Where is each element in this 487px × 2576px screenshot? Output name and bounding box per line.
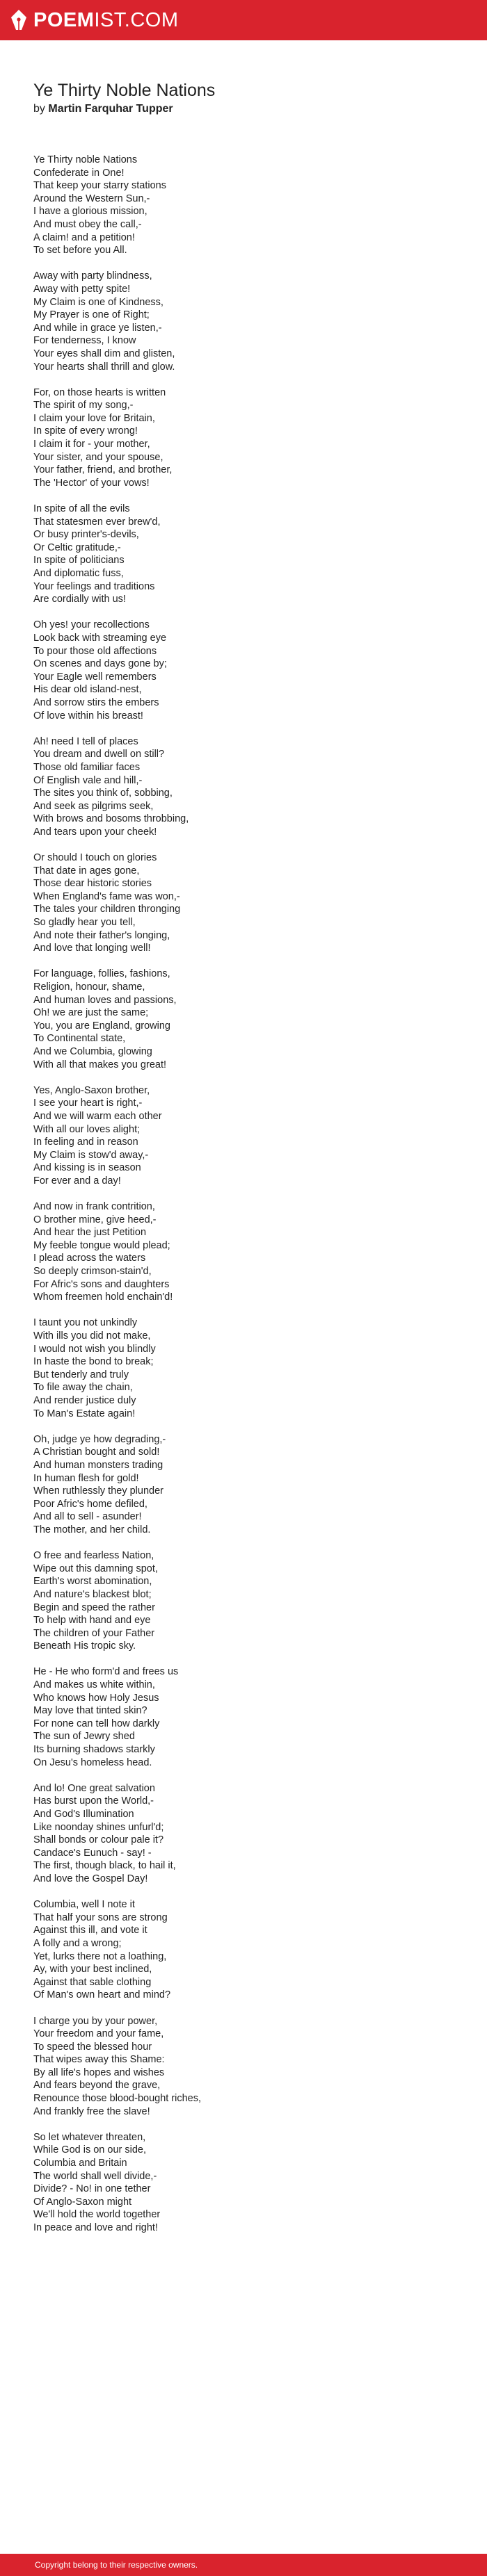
poem-body — [33, 154, 451, 2247]
poem-line: Those dear historic stories — [33, 878, 152, 890]
poem-line: And nature's blackest blot; — [33, 1588, 152, 1600]
poem-line: Wipe out this damning spot, — [33, 1563, 158, 1574]
poem-line: While God is on our side, — [33, 2144, 146, 2156]
stanza — [33, 1433, 451, 1537]
poem-line: Who knows how Holy Jesus — [33, 1692, 159, 1704]
poem-line: Your hearts shall thrill and glow. — [33, 361, 175, 373]
poem-line: Columbia and Britain — [33, 2158, 127, 2169]
poem-line: I taunt you not unkindly — [33, 1317, 138, 1329]
poem-line: That keep your starry stations — [33, 180, 166, 192]
poem-line: Of love within his breast! — [33, 710, 143, 722]
poem-line: I have a glorious mission, — [33, 206, 147, 218]
poem-line: And human monsters trading — [33, 1459, 163, 1471]
poem-line: I would not wish you blindly — [33, 1343, 156, 1355]
stanza — [33, 1316, 451, 1420]
poem-line: Or busy printer's-devils, — [33, 529, 139, 541]
poem-line: With ills you did not make, — [33, 1330, 151, 1342]
poem-line: I plead across the waters — [33, 1253, 146, 1264]
poem-line: Whom freemen hold enchain'd! — [33, 1291, 173, 1303]
poem-line: In haste the bond to break; — [33, 1356, 154, 1368]
poem-line: To set before you All. — [33, 245, 127, 256]
poem-line: In human flesh for gold! — [33, 1472, 139, 1484]
poem-line: And lo! One great salvation — [33, 1782, 155, 1794]
poem-line: Ah! need I tell of places — [33, 735, 138, 747]
site-footer — [0, 2554, 487, 2576]
poem-line: Yes, Anglo-Saxon brother, — [33, 1084, 150, 1096]
poem-line: Around the Western Sun,- — [33, 193, 150, 204]
poem-line: And sorrow stirs the embers — [33, 696, 159, 708]
poem-line: The sites you think of, sobbing, — [33, 788, 173, 799]
poem-line: My Claim is stow'd away,- — [33, 1149, 149, 1161]
poem-line: Of Man's own heart and mind? — [33, 1989, 171, 2001]
poem-line: Of English vale and hill,- — [33, 774, 143, 786]
brand-wordmark — [33, 10, 179, 31]
poem-line: The mother, and her child. — [33, 1524, 151, 1535]
poem-line: To Man's Estate again! — [33, 1408, 136, 1419]
poem-line: On Jesu's homeless head. — [33, 1756, 152, 1768]
poem-line: The sun of Jewry shed — [33, 1731, 135, 1743]
poem-line: The first, though black, to hail it, — [33, 1860, 176, 1872]
stanza — [33, 968, 451, 1071]
poem-line: So gladly hear you tell, — [33, 917, 136, 929]
poem-line: And love that longing well! — [33, 943, 151, 954]
poem-line: Oh yes! your recollections — [33, 619, 150, 631]
poem-line: I claim it for - your mother, — [33, 439, 150, 450]
poem-line: In spite of every wrong! — [33, 425, 138, 437]
poem-line: A Christian bought and sold! — [33, 1446, 160, 1458]
poem-line: Beneath His tropic sky. — [33, 1640, 136, 1652]
poem-line: Away with petty spite! — [33, 283, 131, 295]
poem-line: That statesmen ever brew'd, — [33, 516, 161, 528]
poem-line: In spite of all the evils — [33, 503, 130, 515]
poem-line: And must obey the call,- — [33, 218, 142, 230]
poem-line: I charge you by your power, — [33, 2015, 158, 2027]
poem-line: To help with hand and eye — [33, 1615, 151, 1627]
poem-line: Its burning shadows starkly — [33, 1744, 155, 1756]
author-link[interactable]: Martin Farquhar Tupper — [48, 103, 173, 115]
poem-line: With all that makes you great! — [33, 1059, 166, 1070]
poem-line: For language, follies, fashions, — [33, 968, 170, 980]
poem-line: You dream and dwell on still? — [33, 749, 165, 760]
poem-line: And render justice duly — [33, 1395, 136, 1406]
poem-line: To speed the blessed hour — [33, 2041, 152, 2053]
poem-line: Your feelings and traditions — [33, 580, 155, 592]
poem-line: With brows and bosoms throbbing, — [33, 813, 189, 825]
poem-line: And while in grace ye listen,- — [33, 322, 162, 334]
poem-line: Ay, with your best inclined, — [33, 1964, 152, 1975]
stanza — [33, 270, 451, 373]
by-label: by — [33, 103, 45, 115]
poem-line: I claim your love for Britain, — [33, 412, 155, 424]
poem-line: Your father, friend, and brother, — [33, 464, 173, 476]
stanza — [33, 619, 451, 722]
poem-line: Or should I touch on glories — [33, 852, 157, 864]
stanza — [33, 1782, 451, 1886]
stanza — [33, 1200, 451, 1304]
stanza — [33, 851, 451, 955]
poem-line: A claim! and a petition! — [33, 231, 135, 243]
poem-line: Of Anglo-Saxon might — [33, 2196, 132, 2208]
poem-line: To file away the chain, — [33, 1382, 133, 1394]
poem-line: Divide? - No! in one tether — [33, 2183, 151, 2195]
poem-line: For, on those hearts is written — [33, 386, 166, 398]
poem-line: Oh, judge ye how degrading,- — [33, 1433, 166, 1445]
poem-line: That date in ages gone, — [33, 865, 140, 877]
poem-line: That wipes away this Shame: — [33, 2054, 165, 2066]
poem-line: Are cordially with us! — [33, 594, 126, 605]
poem-line: Against this ill, and vote it — [33, 1925, 147, 1937]
poem-line: Your freedom and your fame, — [33, 2028, 164, 2040]
poem-line: And fears beyond the grave, — [33, 2080, 161, 2092]
poem-line: With all our loves alight; — [33, 1123, 141, 1135]
poem-line: The spirit of my song,- — [33, 400, 134, 411]
poem-line: And seek as pilgrims seek, — [33, 800, 154, 812]
stanza — [33, 2131, 451, 2235]
stanza — [33, 386, 451, 490]
poem-line: He - He who form'd and frees us — [33, 1666, 179, 1678]
poem-line: A folly and a wrong; — [33, 1937, 122, 1949]
poem-line: Like noonday shines unfurl'd; — [33, 1821, 164, 1833]
poem-line: Or Celtic gratitude,- — [33, 541, 121, 553]
poem-line: Religion, honour, shame, — [33, 981, 145, 993]
poem-line: We'll hold the world together — [33, 2209, 161, 2221]
poem-line: Yet, lurks there not a loathing, — [33, 1950, 167, 1962]
poem-line: Confederate in One! — [33, 167, 125, 179]
poem-line: To Continental state, — [33, 1033, 126, 1045]
poem-line: But tenderly and truly — [33, 1369, 129, 1380]
poem-line: For Afric's sons and daughters — [33, 1278, 170, 1290]
poem-line: And kissing is in season — [33, 1162, 141, 1174]
poem-line: And all to sell - asunder! — [33, 1511, 142, 1523]
poem-line: Those old familiar faces — [33, 761, 141, 773]
poem-line: And note their father's longing, — [33, 929, 170, 941]
poem-line: O brother mine, give heed,- — [33, 1214, 157, 1225]
poem-line: And human loves and passions, — [33, 994, 177, 1006]
poem-line: I see your heart is right,- — [33, 1098, 143, 1109]
copyright-notice: Copyright belong to their respective owners. — [35, 2560, 198, 2570]
poem-line: Your Eagle well remembers — [33, 671, 157, 683]
poem-line: The children of your Father — [33, 1627, 155, 1639]
stanza — [33, 2015, 451, 2119]
poem-line: Has burst upon the World,- — [33, 1795, 154, 1807]
poem-line: And we will warm each other — [33, 1110, 162, 1122]
poem-line: And makes us white within, — [33, 1679, 155, 1691]
poem-line: Shall bonds or colour pale it? — [33, 1834, 164, 1846]
poem-line: Away with party blindness, — [33, 270, 152, 282]
poem-line: Look back with streaming eye — [33, 632, 167, 644]
poem-line: The tales your children thronging — [33, 904, 181, 915]
poem-line: Candace's Eunuch - say! - — [33, 1847, 152, 1859]
poem-line: And tears upon your cheek! — [33, 826, 157, 838]
poem-line: O free and fearless Nation, — [33, 1550, 154, 1562]
poem-line: So let whatever threaten, — [33, 2131, 146, 2143]
poem-line: Ye Thirty noble Nations — [33, 154, 138, 165]
poem-line: For ever and a day! — [33, 1175, 121, 1187]
poem-line: For tenderness, I know — [33, 335, 136, 347]
poem-line: The 'Hector' of your vows! — [33, 477, 150, 489]
poem-line: My feeble tongue would plead; — [33, 1239, 170, 1251]
poem-line: You, you are England, growing — [33, 1020, 170, 1032]
poem-line: And frankly free the slave! — [33, 2105, 150, 2117]
poem-line: To pour those old affections — [33, 645, 157, 657]
site-logo[interactable] — [10, 9, 179, 31]
stanza — [33, 735, 451, 839]
poem-line: Oh! we are just the same; — [33, 1007, 149, 1019]
poem-title: Ye Thirty Noble Nations — [33, 81, 216, 100]
brand-thin: IST.COM — [94, 8, 179, 31]
poem-line: So deeply crimson-stain'd, — [33, 1266, 152, 1278]
poem-line: May love that tinted skin? — [33, 1705, 147, 1717]
poem-line: And diplomatic fuss, — [33, 568, 124, 579]
stanza — [33, 1665, 451, 1769]
poem-line: And now in frank contrition, — [33, 1201, 155, 1213]
poem-line: His dear old island-nest, — [33, 684, 142, 696]
poem-line: And we Columbia, glowing — [33, 1045, 152, 1057]
poem-line: Against that sable clothing — [33, 1976, 152, 1988]
poem-line: The world shall well divide,- — [33, 2170, 157, 2182]
poem-line: My Claim is one of Kindness, — [33, 296, 163, 308]
poem-line: On scenes and days gone by; — [33, 658, 167, 670]
poem-line: Poor Afric's home defiled, — [33, 1498, 147, 1510]
poem-line: When England's fame was won,- — [33, 890, 180, 902]
stanza — [33, 1084, 451, 1188]
poem-line: In feeling and in reason — [33, 1136, 138, 1148]
poem-line: And hear the just Petition — [33, 1227, 147, 1239]
poem-line: Renounce those blood-bought riches, — [33, 2093, 202, 2105]
stanza — [33, 1898, 451, 2002]
poem-line: And love the Gospel Day! — [33, 1873, 148, 1884]
site-header — [0, 0, 487, 40]
poem-line: By all life's hopes and wishes — [33, 2066, 165, 2078]
fountain-pen-nib-icon — [10, 9, 28, 31]
poem-line: In peace and love and right! — [33, 2222, 158, 2233]
stanza — [33, 1549, 451, 1653]
poem-line: Your eyes shall dim and glisten, — [33, 348, 175, 359]
poem-line: And God's Illumination — [33, 1809, 134, 1820]
poem-line: That half your sons are strong — [33, 1911, 168, 1923]
stanza — [33, 154, 451, 257]
stanza — [33, 503, 451, 606]
poem-line: In spite of politicians — [33, 555, 125, 566]
poem-line: Your sister, and your spouse, — [33, 451, 163, 463]
poem-line: My Prayer is one of Right; — [33, 309, 150, 321]
brand-bold: POEM — [33, 8, 95, 31]
poem-line: Earth's worst abomination, — [33, 1576, 152, 1588]
poem-line: Begin and speed the rather — [33, 1601, 155, 1613]
poem-line: For none can tell how darkly — [33, 1718, 160, 1729]
poem-line: When ruthlessly they plunder — [33, 1485, 163, 1497]
poem-line: Columbia, well I note it — [33, 1899, 135, 1911]
byline — [33, 103, 173, 115]
